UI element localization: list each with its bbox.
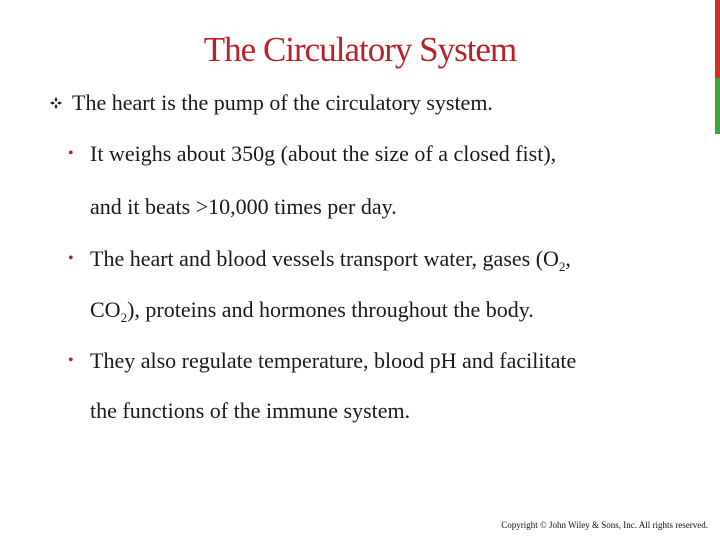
sub-bullet-text: The heart and blood vessels transport water, gases (O: [90, 246, 559, 271]
sub-bullet-1-line-2: and it beats >10,000 times per day.: [90, 194, 397, 219]
bullet-dot: •: [68, 145, 74, 162]
copyright-footer: Copyright © John Wiley & Sons, Inc. All rights reserved.: [501, 520, 708, 530]
diamond-cluster-icon: [50, 97, 62, 109]
sub-bullet-3-line-2: the functions of the immune system.: [90, 398, 411, 423]
sub-bullet-3-line-1: [68, 335, 577, 387]
sub-bullet-text: ,: [565, 246, 571, 271]
sub-bullet-text: It weighs about 350g (about the size of a closed fist),: [90, 141, 557, 166]
bullet-dot: •: [68, 352, 74, 369]
sub-bullet-2-line-1: [68, 233, 571, 285]
main-bullet-text: The heart is the pump of the circulatory system.: [72, 90, 493, 115]
bullet-dot: •: [68, 250, 74, 267]
sub-bullet-2-line-2: [90, 284, 534, 336]
subscript-2: 2: [120, 310, 128, 325]
sub-bullet-text: ), proteins and hormones throughout the body.: [127, 297, 534, 322]
sub-bullet-1-line-1: [68, 128, 557, 180]
slide-title: The Circulatory System: [203, 30, 517, 69]
subscript-2: 2: [558, 259, 566, 274]
accent-bar-green: [715, 78, 720, 134]
sub-bullet-text: CO: [90, 297, 121, 322]
sub-bullet-text: They also regulate temperature, blood pH and facilitate: [90, 348, 577, 373]
